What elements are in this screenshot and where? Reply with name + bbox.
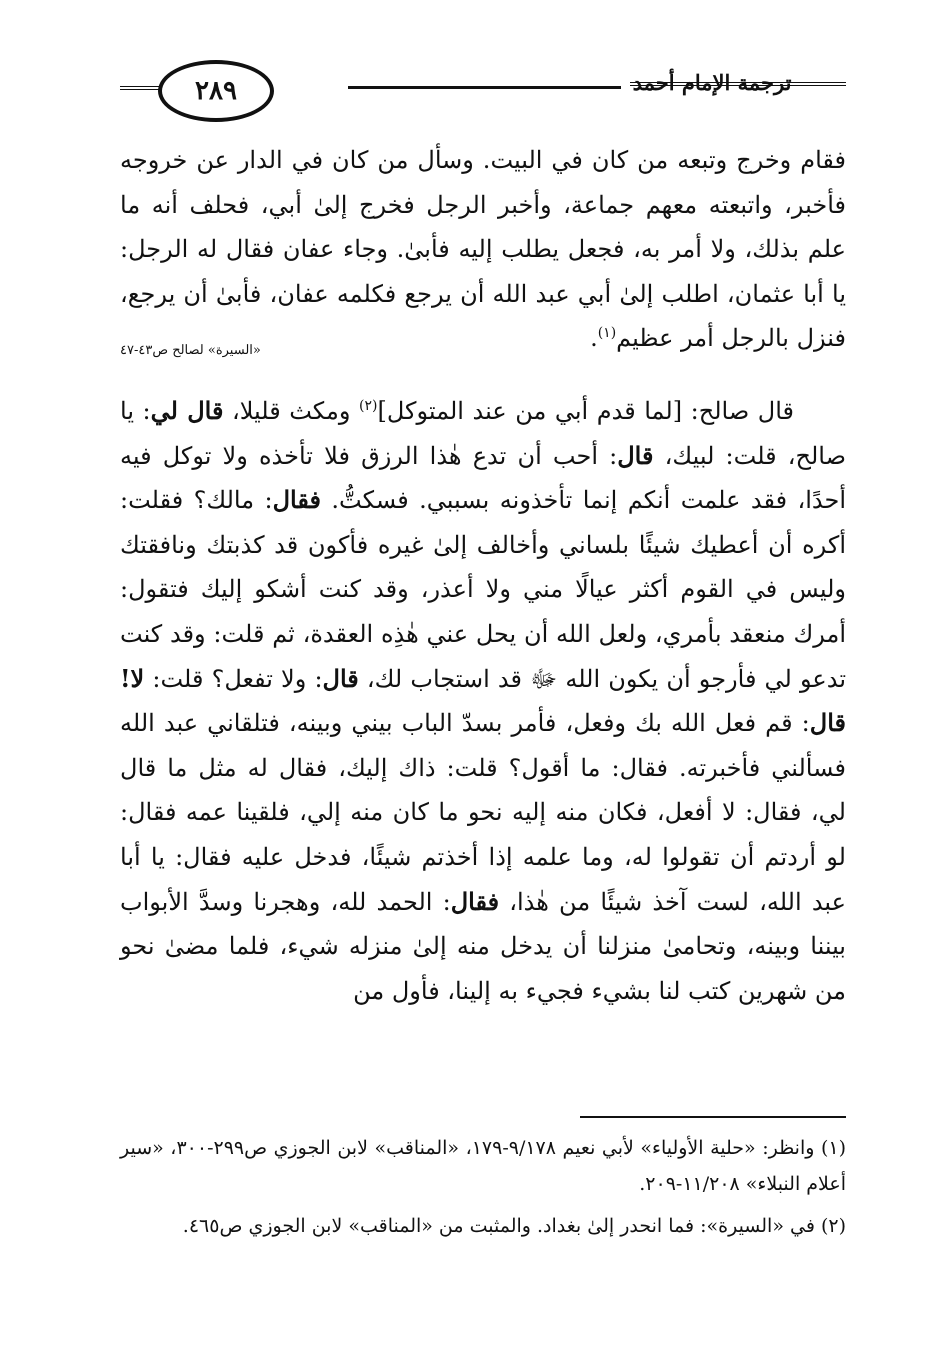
paragraph-1-text: فقام وخرج وتبعه من كان في البيت. وسأل من كان في الدار عن خروجه فأخبر، واتبعته معهم جماعة، وأخبر الرجل فخرج إلىٰ أبي، فحلف أنه ما علم بذلك، ولا أمر به، فجعل يطلب إليه فأبىٰ. وجاء عفان فقال له الرجل: يا أبا عثمان، اطلب إلىٰ أبي عبد الله أن يرجع فكلمه عفان، فأبىٰ أن يرجع، فنزل بالرجل أمر عظيم — [120, 146, 846, 353]
footnote-marker-2: (٢) — [359, 397, 378, 414]
text-segment: : يا صالح، قلت: لبيك، — [120, 396, 846, 470]
text-segment: : أحب أن تدع هٰذا الرزق فلا تأخذه ولا توكل فيه أحدًا، فقد علمت أنكم إنما تأخذونه بسببي. فسكتُّ. — [120, 441, 846, 515]
running-title: ترجمة الإمام أحمد — [632, 70, 792, 95]
bold-phrase: فقال — [272, 485, 321, 515]
text-segment: : مالك؟ فقلت: أكره أن أعطيك شيئًا بلساني وأخالف إلىٰ غيره فأكون قد كذبتك ونافقتك وليس في القوم أكثر عيالًا مني ولا أعذر، وقد كنت أشكو إليك فتقول: أمرك منعقد بأمري، ولعل الله أن يحل عني هٰذِه العقدة، ثم قلت: وقد كنت تدعو لي فأرجو أن يكون الله ﷻ قد استجاب لك، — [120, 486, 847, 693]
header-rule-middle — [348, 86, 621, 89]
paragraph-1-end: . — [590, 324, 598, 353]
footnotes — [120, 1130, 846, 1244]
page-header — [120, 58, 846, 120]
footnote-marker-1: (١) — [597, 325, 617, 342]
bold-phrase: قال — [617, 440, 654, 470]
text-segment: ومكث قليلا، — [223, 396, 360, 425]
header-rule-left — [120, 86, 160, 90]
source-citation: «السيرة» لصالح ص٤٣-٤٧ — [120, 342, 261, 358]
main-text — [120, 138, 846, 1013]
bold-phrase: لا! قال — [120, 663, 846, 738]
text-segment: : الحمد لله، وهجرنا وسدَّ الأبواب بيننا وبينه، وتحامىٰ منزلنا أن يدخل منه إلىٰ منزله شيء، فلما مضىٰ نحو من شهرين كتب لنا بشيء فجيء به إلينا، فأول من — [120, 887, 846, 1005]
text-segment: : قم فعل الله بك وفعل، فأمر بسدّ الباب بيني وبينه، فتلقاني عبد الله فسألني فأخبرته. فقال: ما أقول؟ قلت: ذاك إليك، فقال له مثل ما قال لي، فقال: لا أفعل، فكان منه إليه نحو ما كان منه إلي، فلقينا عمه فقال: لو أردتم أن تقولوا له، وما علمه إذا أخذتم شيئًا، فدخل عليه فقال: يا أبا عبد الله، لست آخذ شيئًا من هٰذا، — [120, 709, 846, 916]
bold-phrase: فقال — [450, 886, 500, 916]
page-number: ٢٨٩ — [158, 60, 274, 122]
bold-phrase: قال — [322, 663, 359, 693]
bold-phrase: قال لي — [150, 395, 224, 425]
paragraph-1 — [120, 138, 846, 361]
footnote-1: (١) وانظر: «حلية الأولياء» لأبي نعيم ٩/١٧٨-١٧٩، «المناقب» لابن الجوزي ص٢٩٩-٣٠٠، «سير أعلام النبلاء» ١١/٢٠٨-٢٠٩. — [120, 1137, 846, 1195]
footnote-2: (٢) في «السيرة»: فما انحدر إلىٰ بغداد. والمثبت من «المناقب» لابن الجوزي ص٤٦٥. — [182, 1215, 846, 1237]
paragraph-2 — [120, 389, 846, 1013]
text-segment: : ولا تفعل؟ قلت: — [144, 664, 323, 693]
footnote-separator — [580, 1116, 846, 1118]
text-segment: قال صالح: [لما قدم أبي من عند المتوكل] — [377, 396, 794, 425]
